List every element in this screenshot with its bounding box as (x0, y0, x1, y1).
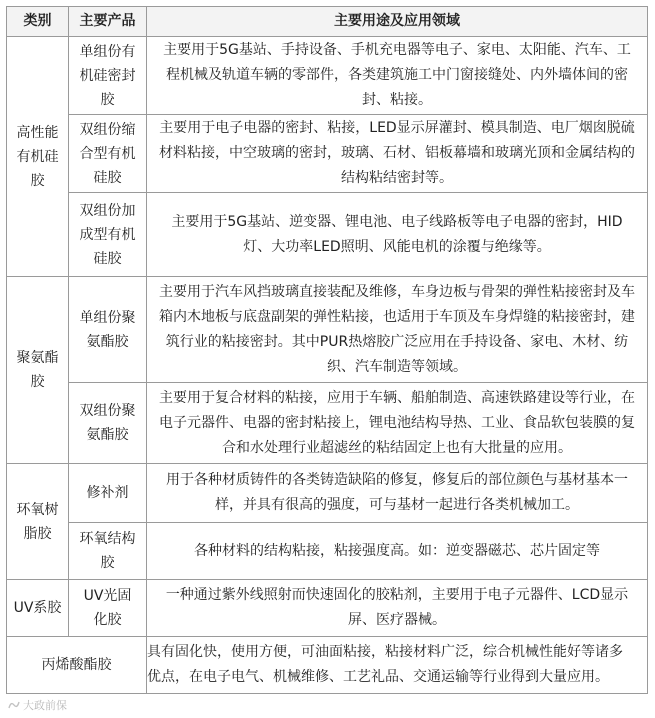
usage-line: 织、汽车制造等领域。 (327, 358, 467, 375)
table-row (7, 580, 648, 637)
category-line: UV系胶 (13, 600, 62, 616)
category-cell (7, 464, 69, 580)
table-row (7, 37, 648, 115)
product-line: 氨酯胶 (86, 333, 129, 350)
usage-line: 一种通过紫外线照射而快速固化的胶粘剂，主要用于电子元器件、LCD显示 (165, 587, 629, 603)
product-line: 胶 (100, 91, 115, 108)
usage-line: 材料粘接，中空玻璃的密封，玻璃、石材、铝板幕墙和玻璃光顶和金属结构的 (159, 145, 635, 161)
product-line: 硅胶 (93, 169, 122, 186)
category-line: 环氧树 (16, 501, 59, 518)
usage-line: 主要用于汽车风挡玻璃直接装配及维修，车身边板与骨架的弹性粘接密封及车 (159, 283, 635, 300)
usage-line: 主要用于5G基站、手持设备、手机充电器等电子、家电、太阳能、汽车、工 (163, 42, 631, 58)
table-row (7, 193, 648, 277)
category-line: 高性能 (16, 124, 59, 141)
product-line: 单组份有 (79, 43, 136, 60)
category-line: 聚氨酯 (16, 350, 59, 366)
product-line: 双组份聚 (79, 403, 136, 419)
category-line: 脂胶 (23, 525, 52, 542)
product-cell (69, 464, 147, 523)
usage-cell (147, 37, 648, 115)
watermark (8, 697, 67, 713)
header-category: 类别 (7, 7, 69, 37)
usage-cell (147, 580, 648, 637)
product-cell (69, 277, 147, 383)
product-line: UV光固 (83, 588, 132, 604)
usage-cell (147, 464, 648, 523)
category-cell: 丙烯酸酯胶 (7, 637, 147, 694)
usage-line: 箱内木地板与底盘副架的弹性粘接，也适用于车顶及车身焊缝的粘接密封，建 (159, 308, 635, 325)
usage-line: 结构粘结密封等。 (341, 170, 453, 186)
usage-line: 样，并具有很高的强度，可与基材一起进行各类机械加工。 (215, 497, 579, 513)
usage-cell (147, 383, 648, 464)
product-line: 单组份聚 (79, 309, 136, 326)
usage-line: 主要用于复合材料的粘接，应用于车辆、船舶制造、高速铁路建设等行业，在 (159, 389, 635, 406)
usage-line: 灯、大功率LED照明、风能电机的涂覆与绝缘等。 (243, 238, 551, 255)
usage-line: 优点，在电子电气、机械维修、工艺礼品、交通运输等行业得到大量应用。 (147, 669, 609, 685)
product-cell (69, 580, 147, 637)
product-line: 硅胶 (93, 250, 122, 267)
product-cell (69, 383, 147, 464)
watermark-text: 大政前保 (23, 699, 67, 712)
product-line: 成型有机 (79, 226, 136, 243)
product-line: 合型有机 (79, 145, 136, 162)
product-line: 修补剂 (86, 485, 129, 501)
product-line: 机硅密封 (79, 67, 136, 84)
header-usage: 主要用途及应用领域 (147, 7, 648, 37)
product-line: 环氧结构 (79, 531, 136, 547)
usage-line: 电子元器件、电器的密封粘接上，锂电池结构导热、工业、食品软包装膜的复 (159, 414, 635, 431)
table-row (7, 277, 648, 383)
usage-line: 封、粘接。 (362, 92, 432, 108)
usage-line: 屏、医疗器械。 (348, 612, 446, 628)
product-cell (69, 115, 147, 193)
product-table (6, 6, 648, 694)
usage-line: 具有固化快，使用方便，可油面粘接，粘接材料广泛，综合机械性能好等诸多 (147, 644, 623, 660)
usage-line: 筑行业的粘接密封。其中PUR热熔胶广泛应用在手持设备、家电、木材、纺 (165, 333, 629, 350)
usage-cell (147, 637, 648, 694)
category-cell (7, 277, 69, 464)
category-line: 胶 (30, 172, 45, 189)
header-row (7, 7, 648, 37)
usage-line: 用于各种材质铸件的各类铸造缺陷的修复，修复后的部位颜色与基材基本一 (166, 472, 628, 488)
table-row (7, 523, 648, 580)
usage-line: 合和水处理行业超滤丝的粘结固定上也有大批量的应用。 (222, 439, 572, 456)
usage-cell (147, 115, 648, 193)
table-row (7, 464, 648, 523)
table-row (7, 637, 648, 694)
usage-cell (147, 277, 648, 383)
product-cell (69, 193, 147, 277)
product-cell (69, 523, 147, 580)
table-row (7, 383, 648, 464)
usage-line: 各种材料的结构粘接，粘接强度高。如：逆变器磁芯、芯片固定等 (194, 542, 600, 559)
usage-cell (147, 193, 648, 277)
product-cell (69, 37, 147, 115)
product-line: 化胶 (93, 612, 122, 628)
product-line: 双组份加 (79, 202, 136, 219)
category-line: 胶 (30, 374, 45, 390)
table-row (7, 115, 648, 193)
category-cell (7, 580, 69, 637)
product-line: 氨酯胶 (86, 427, 129, 443)
usage-line: 程机械及轨道车辆的零部件，各类建筑施工中门窗接缝处、内外墙体间的密 (166, 67, 628, 83)
product-line: 胶 (100, 555, 115, 571)
usage-line: 主要用于5G基站、逆变器、锂电池、电子线路板等电子电器的密封，HID (171, 213, 623, 230)
usage-cell (147, 523, 648, 580)
category-line: 有机硅 (16, 148, 59, 165)
product-line: 双组份缩 (79, 121, 136, 138)
category-cell (7, 37, 69, 277)
usage-line: 主要用于电子电器的密封、粘接，LED显示屏灌封、模具制造、电厂烟囱脱硫 (159, 120, 635, 136)
header-product: 主要产品 (69, 7, 147, 37)
watermark-logo-icon (8, 700, 20, 710)
